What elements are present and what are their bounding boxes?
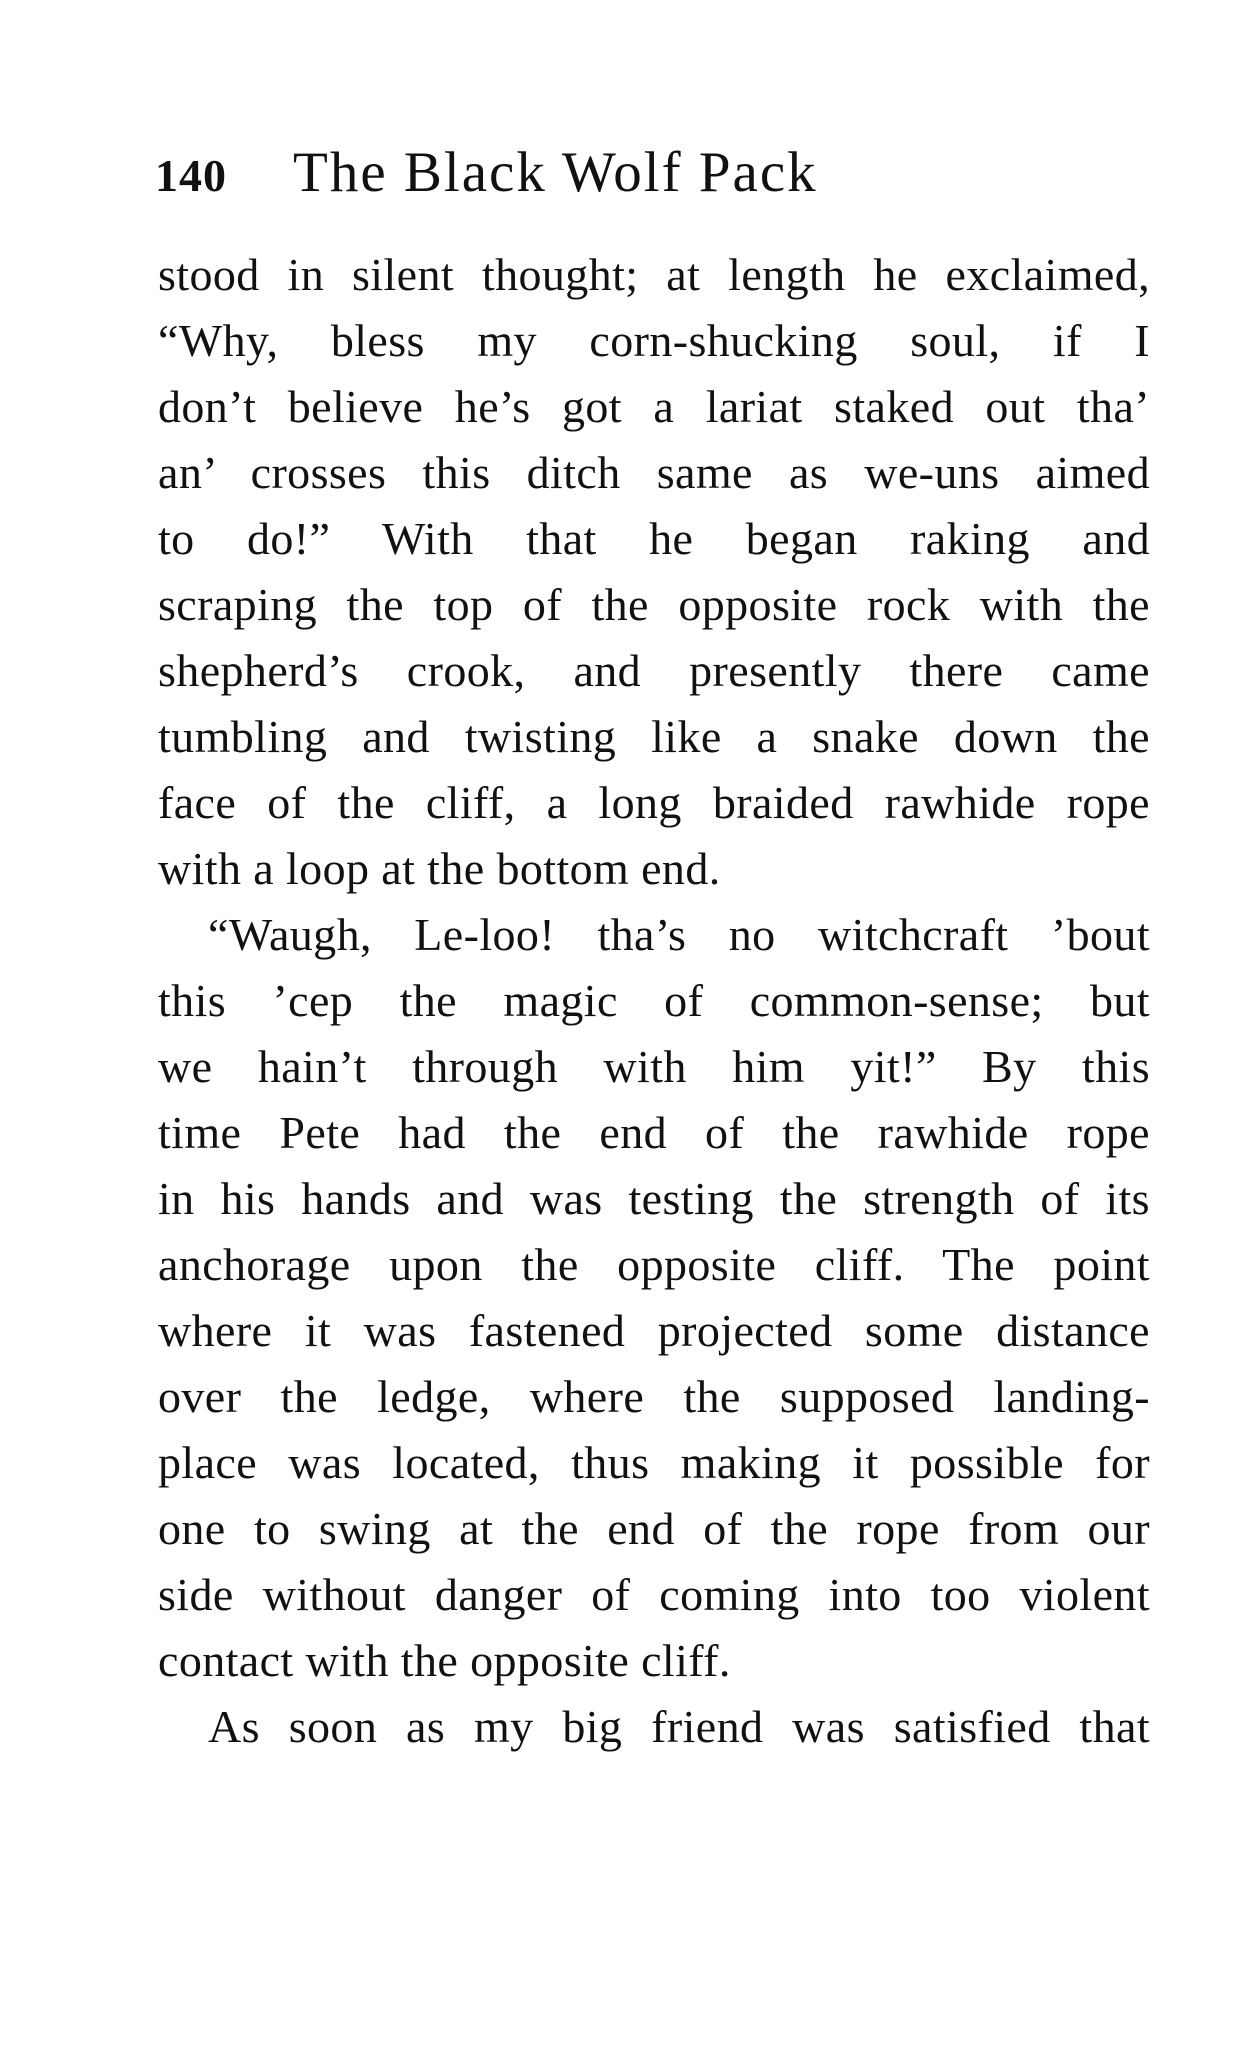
text-line: tumbling and twisting like a snake down the [158, 711, 1150, 762]
page-number: 140 [155, 150, 227, 201]
text-line: shepherd’s crook, and presently there came [158, 645, 1150, 696]
text-line: “Why, bless my corn-shucking soul, if I [158, 315, 1150, 366]
text-line: this ’cep the magic of common-sense; but [158, 975, 1150, 1026]
text-line: anchorage upon the opposite cliff. The point [158, 1239, 1150, 1290]
text-line: “Waugh, Le-loo! tha’s no witchcraft ’bout [208, 909, 1150, 960]
text-line: stood in silent thought; at length he exclaimed, [158, 249, 1150, 300]
running-head [155, 138, 1145, 208]
text-line: we hain’t through with him yit!” By this [158, 1041, 1150, 1092]
text-line: with a loop at the bottom end. [158, 843, 721, 894]
text-line: face of the cliff, a long braided rawhide rope [158, 777, 1150, 828]
book-title: The Black Wolf Pack [293, 141, 818, 204]
text-line: in his hands and was testing the strength of its [158, 1173, 1150, 1224]
text-line: to do!” With that he began raking and [158, 513, 1150, 564]
text-line: side without danger of coming into too violent [158, 1569, 1150, 1620]
text-line: contact with the opposite cliff. [158, 1635, 731, 1686]
body-text [158, 242, 1150, 1760]
text-line: over the ledge, where the supposed landing- [158, 1371, 1150, 1422]
text-line: an’ crosses this ditch same as we-uns aimed [158, 447, 1150, 498]
text-line: place was located, thus making it possible for [158, 1437, 1150, 1488]
text-line: scraping the top of the opposite rock with the [158, 579, 1150, 630]
text-line: time Pete had the end of the rawhide rope [158, 1107, 1150, 1158]
text-line: don’t believe he’s got a lariat staked out tha’ [158, 381, 1150, 432]
text-line: one to swing at the end of the rope from our [158, 1503, 1150, 1554]
text-line: where it was fastened projected some distance [158, 1305, 1150, 1356]
text-line: As soon as my big friend was satisfied that [208, 1701, 1150, 1752]
